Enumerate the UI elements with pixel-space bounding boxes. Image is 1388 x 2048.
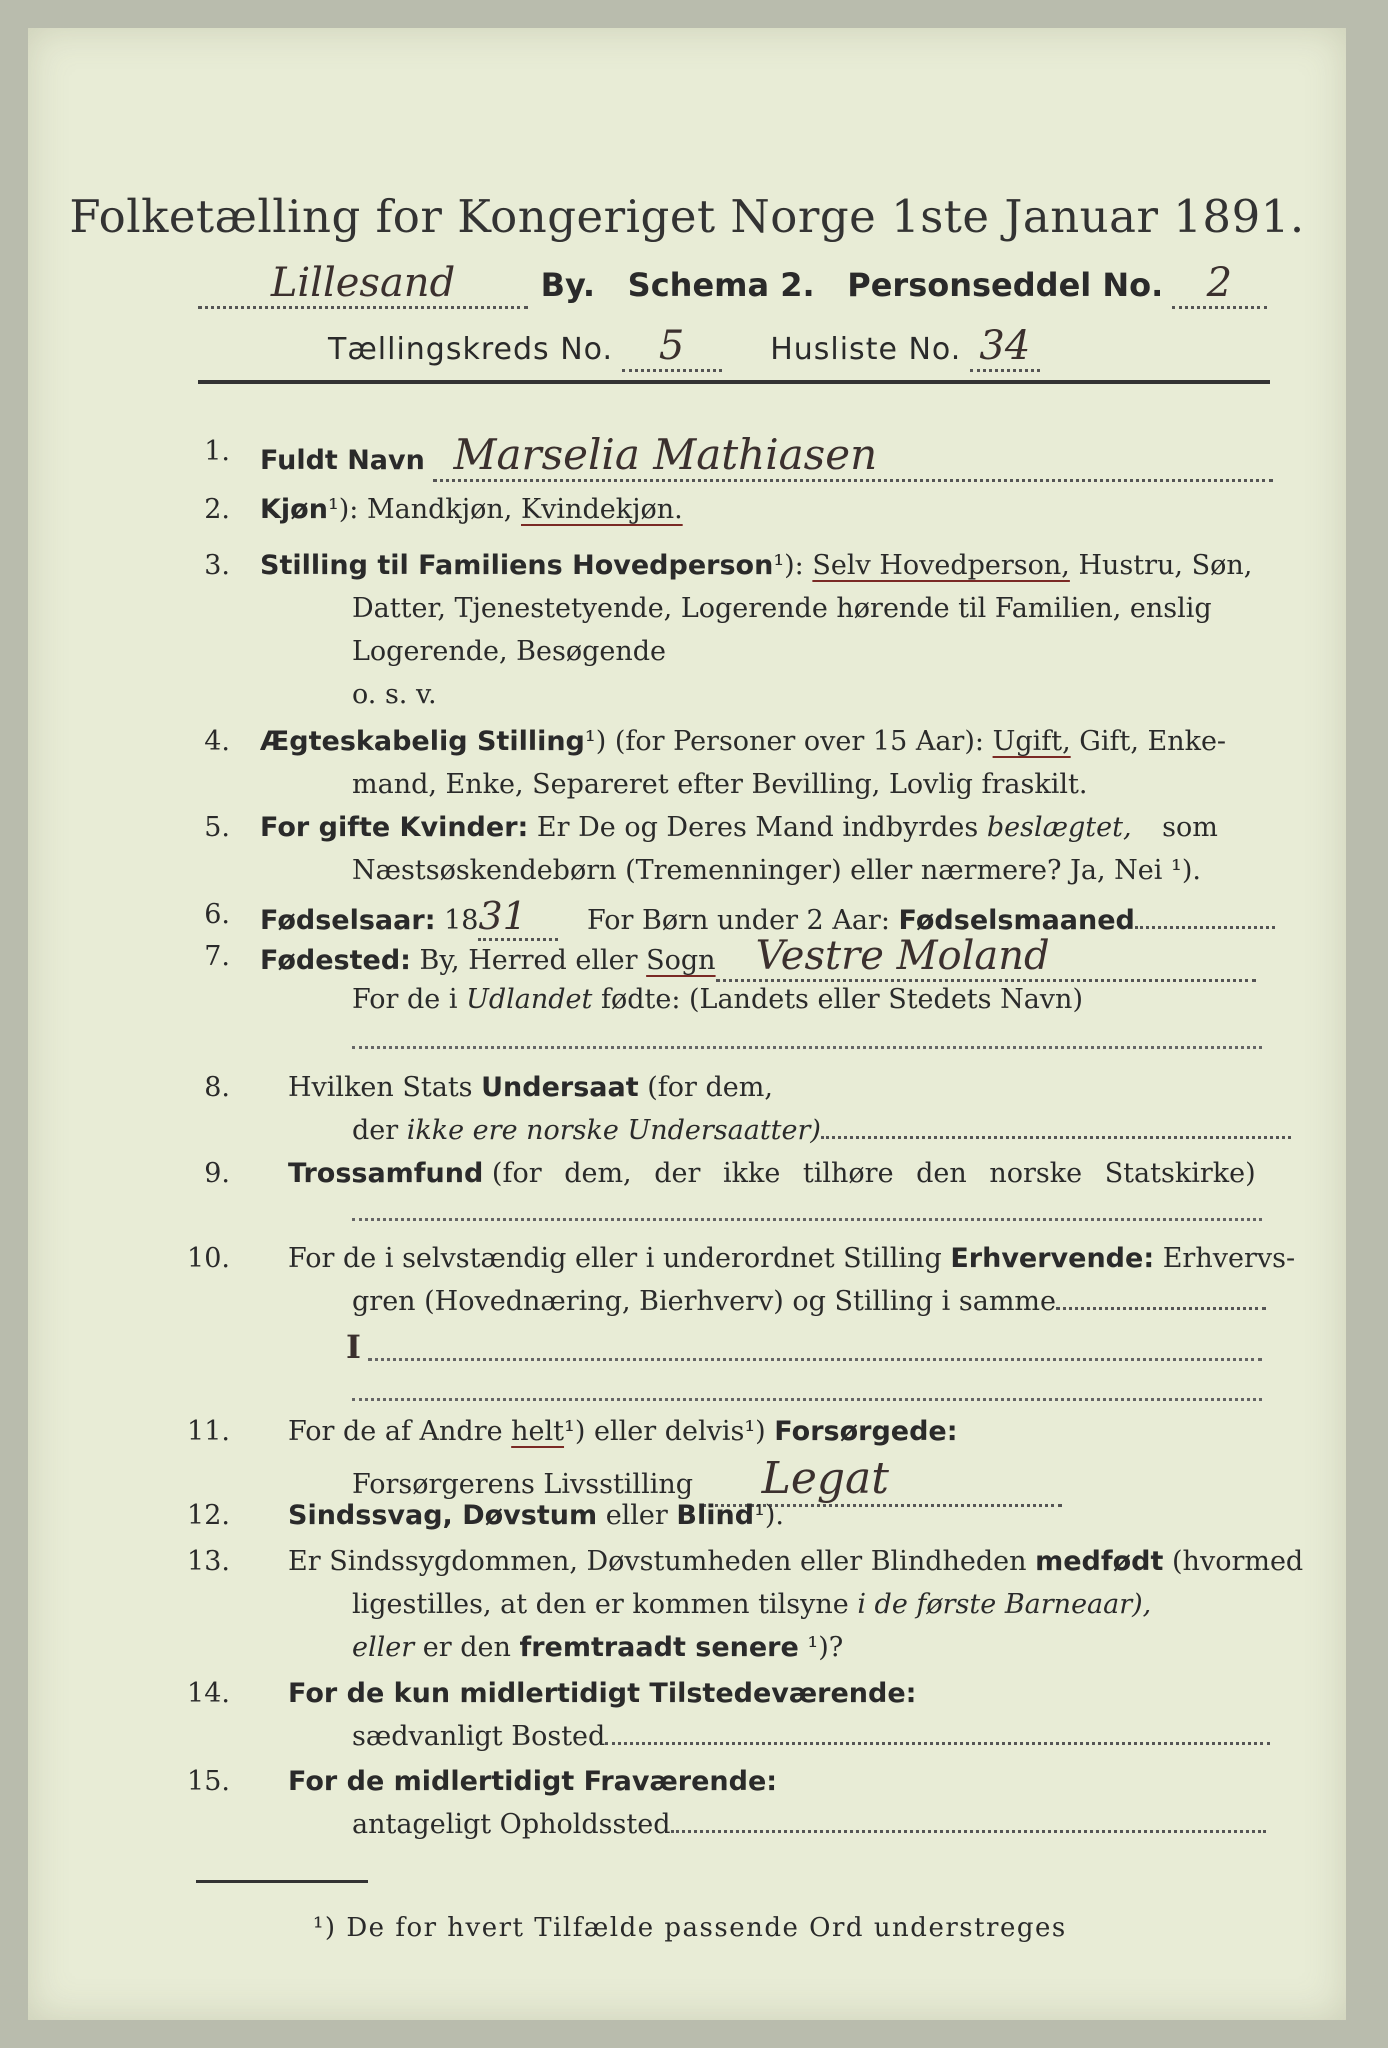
schema-line	[198, 260, 1270, 309]
schema-label: Schema 2.	[627, 266, 815, 304]
position-line-4: o. s. v.	[352, 679, 437, 710]
item-8-citizenship	[288, 1072, 773, 1103]
header-divider	[198, 380, 1270, 384]
citizenship-line-2	[352, 1115, 1291, 1146]
sex-label: Kjøn	[260, 494, 328, 525]
item-12-disability	[288, 1500, 784, 1531]
marital-selected: Ugift,	[992, 726, 1071, 757]
item-7-birthplace	[260, 933, 1256, 982]
kreds-label: Tællingskreds No.	[328, 332, 613, 367]
item-5-married-women	[260, 812, 1218, 843]
birth-month-text: For Børn under 2 Aar:	[587, 905, 890, 936]
congenital-label: medfødt	[1035, 1546, 1164, 1577]
supported-selected: helt	[511, 1416, 565, 1447]
abroad-text-b: fødte: (Landets eller Stedets Navn)	[600, 984, 1083, 1015]
sex-option-female: Kvindekjøn.	[521, 494, 683, 525]
item-11-supported	[288, 1416, 958, 1447]
usual-residence-text: sædvanligt Bosted	[352, 1721, 606, 1752]
birth-month-label: Fødselsmaaned	[898, 905, 1135, 936]
married-women-line-2: Næstsøskendebørn (Tremenninger) eller nærmere? Ja, Nei ¹).	[352, 855, 1201, 886]
religion-label: Trossamfund	[288, 1158, 484, 1189]
supported-text: For de af Andre	[288, 1416, 503, 1447]
disability-mid: eller	[605, 1500, 668, 1531]
full-name-value: Marselia Mathiasen	[433, 430, 1273, 482]
marital-line-2: mand, Enke, Separeret efter Bevilling, Lovlig fraskilt.	[352, 769, 1088, 800]
kreds-line	[328, 323, 1040, 372]
position-line-3: Logerende, Besøgende	[352, 636, 666, 667]
congenital-line-2a: ligestilles, at den er kommen tilsyne	[352, 1589, 849, 1620]
item-15-number: 15.	[187, 1766, 230, 1797]
congenital-label-2: fremtraadt senere	[519, 1632, 799, 1663]
item-2-sex	[260, 494, 683, 525]
stay-place-text: antageligt Opholdssted	[352, 1809, 671, 1840]
married-women-label: For gifte Kvinder:	[260, 812, 529, 843]
disability-label-2: Blind	[676, 1500, 755, 1531]
birthplace-selected: Sogn	[646, 945, 716, 976]
item-6-number: 6.	[204, 899, 230, 930]
birth-year-value: 31	[478, 894, 558, 941]
item-14-temporary-present	[288, 1678, 916, 1709]
item-4-marital	[260, 726, 1226, 757]
birthplace-text: By, Herred eller	[419, 945, 638, 976]
item-7-number: 7.	[204, 941, 230, 972]
birthplace-label: Fødested:	[260, 945, 411, 976]
item-1-full-name	[260, 430, 1273, 482]
form-title: Folketælling for Kongeriget Norge 1ste Januar 1891.	[69, 190, 1305, 243]
position-label: Stilling til Familiens Hovedperson	[260, 550, 774, 581]
position-sup: ¹):	[773, 550, 804, 581]
item-9-number: 9.	[204, 1158, 230, 1189]
footnote-rule	[196, 1880, 368, 1883]
occupation-label: Erhvervende:	[950, 1243, 1155, 1274]
item-13-number: 13.	[187, 1546, 230, 1577]
footnote: ¹) De for hvert Tilfælde passende Ord understreges	[313, 1913, 1067, 1943]
citizenship-text: Hvilken Stats	[288, 1072, 473, 1103]
item-10-occupation	[288, 1243, 1295, 1274]
full-name-label: Fuldt Navn	[260, 445, 425, 476]
citizenship-rest: (for dem,	[647, 1072, 773, 1103]
citizenship-blank	[821, 1136, 1291, 1139]
by-label: By.	[540, 266, 596, 304]
occupation-blank-line-1	[368, 1358, 1262, 1361]
personseddel-label: Personseddel No.	[847, 266, 1164, 304]
husliste-number: 34	[970, 323, 1040, 372]
item-1-number: 1.	[204, 436, 230, 467]
item-13-congenital	[288, 1546, 1303, 1577]
disability-label: Sindssvag, Døvstum	[288, 1500, 598, 1531]
provider-text: Forsørgerens Livsstilling	[352, 1469, 694, 1500]
marital-text: (for Personer over 15 Aar):	[614, 726, 984, 757]
occupation-line-2	[352, 1286, 1266, 1317]
citizenship-label: Undersaat	[481, 1072, 639, 1103]
married-women-end: som	[1162, 812, 1218, 843]
occupation-mark: I	[346, 1328, 361, 1366]
sex-option-male: Mandkjøn,	[367, 494, 513, 525]
marital-label: Ægteskabelig Stilling	[260, 726, 585, 757]
town-name: Lillesand	[198, 260, 528, 309]
position-selected: Selv Hovedperson,	[812, 550, 1070, 581]
item-14-number: 14.	[187, 1678, 230, 1709]
marital-sup: ¹)	[584, 726, 607, 757]
disability-end: ¹).	[754, 1500, 785, 1531]
personseddel-number: 2	[1172, 260, 1267, 309]
congenital-rest: (hvormed	[1172, 1546, 1304, 1577]
stay-place-blank	[671, 1830, 1266, 1833]
temporary-present-line-2	[352, 1721, 1270, 1752]
congenital-line-3a: er den	[422, 1632, 511, 1663]
item-4-number: 4.	[204, 726, 230, 757]
citizenship-italic: ikke ere norske Undersaatter)	[406, 1115, 821, 1146]
supported-sup-2: ¹)	[744, 1416, 766, 1447]
item-15-temporary-absent	[288, 1766, 777, 1797]
congenital-line-3	[352, 1632, 843, 1663]
occupation-text: For de i selvstændig eller i underordnet Stilling	[288, 1243, 942, 1274]
congenital-italic: i de første Barneaar),	[857, 1589, 1152, 1620]
occupation-rest: Erhvervs-	[1162, 1243, 1296, 1274]
citizenship-line-2a: der	[352, 1115, 399, 1146]
married-women-italic: beslægtet,	[986, 812, 1132, 843]
birthplace-line-2	[352, 984, 1083, 1015]
birthplace-blank-line	[352, 1046, 1262, 1049]
birthplace-value: Vestre Moland	[716, 933, 1256, 982]
marital-rest: Gift, Enke-	[1079, 726, 1227, 757]
temporary-present-label: For de kun midlertidigt Tilstedeværende:	[288, 1678, 917, 1709]
religion-blank-line	[352, 1218, 1262, 1221]
abroad-italic: Udlandet	[466, 984, 593, 1015]
census-form-page	[28, 28, 1346, 2020]
birth-month-blank	[1135, 926, 1275, 929]
supported-mid: eller delvis	[593, 1416, 745, 1447]
item-10-number: 10.	[187, 1243, 230, 1274]
position-rest: Hustru, Søn,	[1078, 550, 1253, 581]
congenital-line-3b: ¹)?	[807, 1632, 844, 1663]
usual-residence-blank	[605, 1742, 1270, 1745]
supported-line-2	[352, 1453, 1062, 1507]
married-women-text: Er De og Deres Mand indbyrdes	[536, 812, 979, 843]
supported-sup-1: ¹)	[564, 1416, 586, 1447]
birth-year-prefix: 18	[444, 905, 479, 936]
temporary-absent-line-2	[352, 1809, 1266, 1840]
congenital-line-2	[352, 1589, 1151, 1620]
birth-year-label: Fødselsaar:	[260, 905, 436, 936]
item-8-number: 8.	[204, 1072, 230, 1103]
husliste-label: Husliste No.	[770, 332, 962, 367]
item-11-number: 11.	[187, 1416, 230, 1447]
sex-sup: ¹):	[327, 494, 359, 525]
item-3-position	[260, 550, 1252, 581]
occupation-line-2-text: gren (Hovednæring, Bierhverv) og Stilling i samme	[352, 1286, 1057, 1317]
item-3-number: 3.	[204, 550, 230, 581]
congenital-line-3-italic: eller	[352, 1632, 415, 1663]
occupation-blank	[1056, 1307, 1266, 1310]
kreds-number: 5	[622, 323, 722, 372]
supported-label: Forsørgede:	[774, 1416, 958, 1447]
occupation-blank-line-2	[352, 1398, 1262, 1401]
item-9-religion	[288, 1158, 1263, 1189]
religion-text: (for dem, der ikke tilhøre den norske Statskirke)	[491, 1158, 1256, 1189]
temporary-absent-label: For de midlertidigt Fraværende:	[288, 1766, 778, 1797]
abroad-text-a: For de i	[352, 984, 458, 1015]
item-5-number: 5.	[204, 812, 230, 843]
item-2-number: 2.	[204, 494, 230, 525]
position-line-2: Datter, Tjenestetyende, Logerende hørende til Familien, enslig	[352, 593, 1212, 624]
congenital-text: Er Sindssygdommen, Døvstumheden eller Blindheden	[288, 1546, 1027, 1577]
item-12-number: 12.	[187, 1500, 230, 1531]
provider-value: Legat	[702, 1453, 1062, 1507]
